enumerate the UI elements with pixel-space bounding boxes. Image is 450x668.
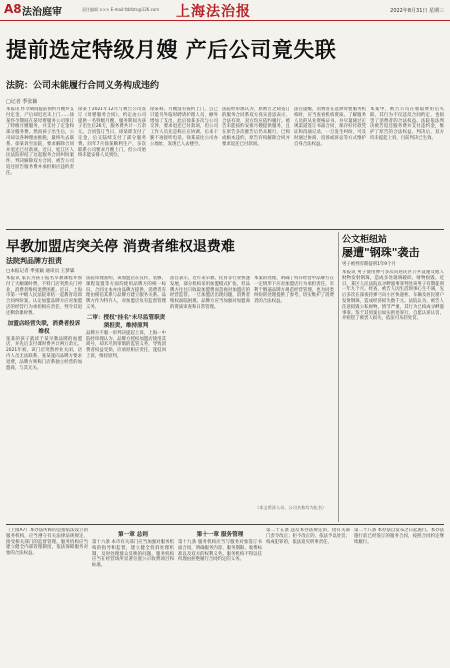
bottom-column-3 (178, 528, 262, 662)
lead-headline: 提前选定特级月嫂 产后公司竟失联 (6, 38, 337, 62)
second-column-4: 本案的处理，明确了特许经营中品牌方在一定情形下应对加盟店行为承担责任，有利于倒逼品牌方规范经营管理，也为同类纠纷的处理提供了参考，切实维护了消费者的合法权益。 (254, 276, 334, 305)
bottom-column-2 (92, 528, 174, 662)
lead-column-3: 徐某称，月嫂没有按约上门，自己只能另外临时聘请护理人员，额外增加了支出。此后徐某多次与公司交涉，要求退还已付款项，但公司工作人员先是称正在协调，后来干脆不再接听电话。徐某前往公司办公地址，发现已人去楼空。 (150, 107, 218, 147)
lead-subhead: 法院：公司未能履行合同义务构成违约 (6, 81, 160, 91)
editor-contact: 责任编辑 ××× E-mail:fzbfzts@126.com (82, 7, 160, 12)
second-col2-text-b: 品牌方不服一审判决提起上诉，上海一中院经审理认为，品牌方授权加盟店使用其商号，却未尽到审慎的监管义务，导致消费者权益受损，应承担相应责任，遂驳回上诉，维持原判。 (86, 330, 166, 359)
bottom-divider (6, 524, 444, 525)
bottom-column-4: 第二十五条 违反本办法规定的，由有关部门责令改正；拒不改正的，依法予以处罚；构成犯罪的，依法追究刑事责任。 (266, 528, 350, 545)
side-headline-2: 屡遭"钢珠"袭击 (342, 246, 420, 259)
bottom-column-5: 第二十八条 本办法自发布之日起施行。本办法施行前已经签订的服务合同，按照合同约定继续履行。 (354, 528, 444, 545)
lead-column-2: 徐某于2021年12月与被告公司签订《母婴服务合同》，约定由公司提供一名特级月嫂，服务期间为孩子出生后26天，服务费共计一万余元。合同签订当日，徐某即支付了定金，后又陆续支付了部分服务费。同年7月徐某顺利生产，多次联系公司要求月嫂上门，但公司始终未能安排人员到位。 (78, 107, 146, 159)
lead-column-6: 本案中，被告公司在收取费用后失联，其行为不仅违反合同约定，也损害了消费者的合法权益。法院依法判决被告返还服务费并支付违约金，维护了原告的合法权益。判决后，双方均未提起上诉，目前判决已生效。 (370, 107, 444, 141)
issue-date: 2022年8月31日 星期三 (390, 8, 444, 14)
bottom-heading-2: 第十一章 服务管理 (196, 532, 244, 538)
bottom-heading-1: 第一章 总则 (118, 532, 148, 538)
second-subhead: 法院判品牌方担责 (6, 257, 62, 265)
second-col2-subheading: 二审：授权"挂名"未尽监管职责须担责，维持原判 (86, 314, 166, 329)
section-divider (6, 229, 444, 230)
second-col2-text: 法院审理查明，该加盟店在宣传、装修、课程设置等方面均使用品牌方的统一标识，合同文本亦由品牌方提供，消费者有理由相信其系与品牌方建立服务关系。品牌方作为特许人，对加盟店负有监督管理义务。 (86, 276, 166, 310)
second-col1-text: 本报讯 家长为孩子报名早教课程并预付了大额课时费，不料门店突然关门停业，消费者维权退费困难。近日，上海市第一中级人民法院审结一起教育培训合同纠纷案，认定加盟品牌方应对加盟店的经营行为承担相应责任，判令其退还剩余课时费。 (6, 276, 82, 316)
newspaper-masthead: 上海法治报 (176, 4, 251, 20)
second-col1-subheading: 加盟店经营失联，消费者投诉维权 (7, 320, 81, 335)
lead-byline: □记者 季张颖 (6, 99, 38, 105)
side-headline: 公文柜纽站 (342, 235, 388, 245)
bottom-col3-text: 第十九条 服务机构应当与服务对象签订书面合同，明确服务内容、服务期限、收费标准以及双方的权利义务。服务机构不得以任何理由拒绝履行合同约定的义务。 (178, 540, 262, 563)
column-divider (338, 232, 339, 522)
lead-column-5: 法官提醒，消费者在选择母婴服务机构时，应当查看机构资质、了解服务人员的从业资格证书，并尽量通过正规渠道签订书面合同，保存好付款凭证和沟通记录，一旦发生纠纷，可及时通过协商、投诉或诉讼等方式维护自身合法权益。 (294, 107, 366, 147)
lead-column-1: 本报讯 怀孕期间提前预约月嫂并支付定金，产后却迟迟未上门……徐某怀孕期间在某母婴服务公司预订了特级月嫂服务，并支付了定金和部分服务费。然而孩子出生后，公司却以各种理由推脱，最终失去联系。徐某诉至法院，要求解除合同并退还已付款项。近日，松江区人民法院审结了这起服务合同纠纷案件，判决解除双方合同，被告公司返还原告服务费并承担相应违约责任。 (6, 107, 74, 176)
side-byline: 男子被判有期徒刑1年9个月 (342, 262, 396, 267)
second-column-3: 法官表示，近年来早教、托育等行业快速发展，部分机构采用加盟模式扩张，但品牌方往往只收取加盟费而忽视对加盟店的经营监管。一旦加盟店出现问题，消费者维权面临困难。品牌方应当加强对加盟商的资质审查和日常管理。 (170, 276, 250, 310)
side-body: 本报讯 男子使用弹弓多次向居民区公共设施及他人财物发射钢珠，造成多处玻璃破碎、财物损毁。近日，某区人民法院以寻衅滋事罪判处该男子有期徒刑一年九个月。经查，被告人因生活琐事心生不满，先后多次在深夜持弹弓向小区快递柜、车辆及居民窗户发射钢珠，造成经济损失数千元。法院认为，被告人任意损毁公私财物，情节严重，其行为已构成寻衅滋事罪。鉴于其到案后如实供述罪行，自愿认罪认罚，并赔偿了被害人损失，依法可从轻处罚。 (342, 270, 444, 322)
second-col1-text-b: 张某的孩子就读于某早教品牌的加盟店，并先后支付课时费共计两万余元。2021年初，该门店突然停业关闭，店内人员无法联系，张某遂向品牌方要求退费，品牌方则称门店系独立经营的加盟商，与其无关。 (6, 336, 82, 371)
page-number: A8 (4, 2, 22, 16)
bottom-col2-text: 第十六条 本市有关部门应当加强对服务机构的指导和监督，建立健全投诉处理机制，及时处理群众反映的问题。服务机构应当在经营场所显著位置公示收费项目和标准。 (92, 540, 174, 569)
lead-column-4: 法院经审理认为，原被告之间签订的服务合同系双方真实意思表示，合法有效，双方均应依约履行。被告未能按约安排月嫂提供服务，且在原告多次催告后仍未履行，已构成根本违约，原告有权解除合同并要求返还已付款项。 (222, 107, 290, 147)
second-column-2 (86, 276, 166, 520)
bottom-column-1: （上接A7）本办法所称的是指依法设立的服务机构，应当遵守有关法律法规规定，接受相关部门的监督管理。服务机构应当建立健全内部管理制度，依法保障服务对象的合法权益。 (6, 528, 88, 557)
second-note: （本文所涉人员、公司名称均为化名） (255, 505, 327, 510)
second-byline: □本报记者 季张颖 通讯员 王梦霖 (6, 269, 75, 274)
second-headline: 早教加盟店突关停 消费者维权退费难 (6, 239, 235, 255)
page-header (0, 0, 450, 21)
second-column-1 (6, 276, 82, 520)
section-title: 法治庭审 (22, 7, 62, 18)
